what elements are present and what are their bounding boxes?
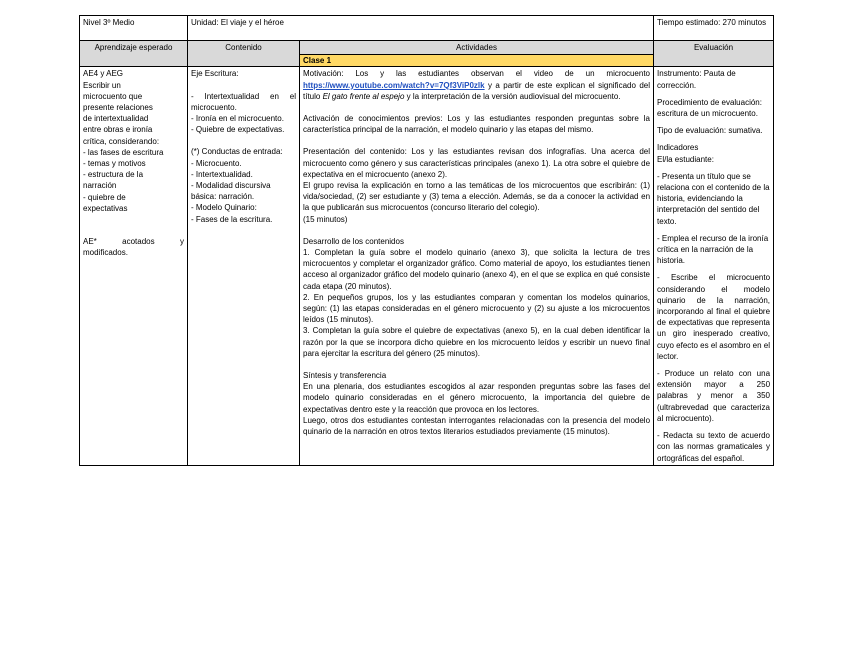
aprendizaje-line: expectativas	[83, 203, 128, 213]
aprendizaje-line: presente relaciones	[83, 103, 153, 113]
header-row	[80, 16, 774, 41]
desarrollo-step-1: 1. Completan la guía sobre el modelo quinario (anexo 3), que solicita la lectura de tres microcuentos y completar el organizador gráfico. Como material de apoyo, los estudiantes tienen acceso al organizador gráfico del modelo quinario (anexo 4), en el que se explica en qué consiste cada etapa (20 minutos).	[303, 248, 651, 291]
contenido-item: - Ironía en el microcuento.	[191, 114, 284, 124]
indicador-4: - Produce un relato con una extensión mayor a 250 palabras y menor a 350 (ultrabrevedad que caracteriza al microcuento).	[657, 369, 771, 423]
col-contenido-header: Contenido	[188, 41, 300, 67]
conducta-item: - Modelo Quinario:	[191, 203, 257, 213]
grupo-paragraph: El grupo revisa la explicación en torno a las temáticas de los microcuentos que escribirán: (1) vida/sociedad, (2) ser estudiante y (3) tema a elección. Además, se da a conocer la actividad en la que publicarán sus microcuentos (concurso literario del colegio).	[303, 181, 651, 213]
procedimiento-text: Procedimiento de evaluación: escritura de un microcuento.	[657, 97, 762, 119]
col-aprendizaje-header: Aprendizaje esperado	[80, 41, 188, 67]
conducta-item: - Microcuento.	[191, 158, 242, 168]
column-header-row	[80, 41, 774, 55]
indicadores-title: Indicadores	[657, 143, 699, 153]
activacion-paragraph: Activación de conocimientos previos: Los y las estudiantes responden preguntas sobre la característica principal de la narración, el modelo quinario y las etapas del mismo.	[303, 114, 651, 135]
motivacion-text-a: Motivación: Los y las estudiantes observan el video de un microcuento	[303, 69, 651, 79]
aprendizaje-line: - temas y motivos	[83, 159, 146, 169]
motivacion-text-b: y a partir de este explican el significado del título	[303, 80, 651, 101]
actividades-cell	[300, 67, 654, 465]
aprendizaje-line: narración	[83, 181, 117, 191]
instrumento-text: Instrumento: Pauta de corrección.	[657, 69, 736, 90]
aprendizaje-cell	[80, 67, 188, 465]
motivacion-text-c: y la interpretación de la versión audiovisual del microcuento.	[404, 91, 621, 101]
tipo-text: Tipo de evaluación: sumativa.	[657, 126, 763, 136]
indicador-1: - Presenta un título que se relaciona con el contenido de la historia, evidenciando la interpretación del sentido del texto.	[657, 171, 770, 226]
aprendizaje-line: Escribir un	[83, 80, 121, 90]
ae-note: AE* acotados y modificados.	[83, 237, 184, 258]
evaluacion-cell	[654, 67, 774, 465]
motivacion-paragraph	[303, 68, 650, 102]
col-actividades-header: Actividades	[300, 41, 654, 55]
tiempo-cell: Tiempo estimado: 270 minutos	[654, 16, 774, 41]
clase-label: Clase 1	[300, 55, 654, 67]
aprendizaje-line: crítica, considerando:	[83, 136, 160, 146]
aprendizaje-line: entre obras e ironía	[83, 125, 153, 135]
nivel-cell: Nivel 3º Medio	[80, 16, 188, 41]
conducta-item: - Fases de la escritura.	[191, 214, 273, 224]
indicadores-subtitle: El/la estudiante:	[657, 154, 714, 164]
desarrollo-step-3: 3. Completan la guía sobre el quiebre de expectativas (anexo 5), en la cual deben identificar la razón por la que se incorpora dicho quiebre en los microcuento leídos y escribir un nuevo final para ejercitar la escritura del género (25 minutos).	[303, 326, 651, 358]
indicador-2: - Emplea el recurso de la ironía crítica en la narración de la historia.	[657, 233, 769, 266]
conducta-item: - Intertextualidad.	[191, 169, 253, 179]
conducta-item: - Modalidad discursiva básica: narración.	[191, 181, 271, 202]
planning-table	[79, 15, 774, 466]
aprendizaje-line: - estructura de la	[83, 170, 144, 180]
indicador-5: - Redacta su texto de acuerdo con las normas gramaticales y ortográficas del español.	[657, 431, 771, 463]
content-row	[80, 67, 774, 465]
contenido-item: - Quiebre de expectativas.	[191, 125, 285, 135]
presentacion-paragraph: Presentación del contenido: Los y las estudiantes revisan dos infografías. Una acerca del microcuento como género y sus características principales (anexo 1). La otra sobre el quiebre de expectativa en el microcuento (anexo 2).	[303, 147, 651, 179]
desarrollo-title: Desarrollo de los contenidos	[303, 236, 404, 246]
sintesis-title: Síntesis y transferencia	[303, 371, 387, 381]
video-link[interactable]: https://www.youtube.com/watch?v=7Qf3ViP0zlk	[303, 80, 485, 90]
sintesis-paragraph-1: En una plenaria, dos estudiantes escogidos al azar responden preguntas sobre las fases del modelo quinario consideradas en el género microcuento, la importancia del quiebre de expectativas dentro este y la reacción que provoca en los lectores.	[303, 382, 651, 414]
aprendizaje-line: - quiebre de	[83, 192, 126, 202]
aprendizaje-line: - las fases de escritura	[83, 147, 164, 157]
conductas-title: (*) Conductas de entrada:	[191, 147, 283, 157]
unidad-cell: Unidad: El viaje y el héroe	[188, 16, 654, 41]
aprendizaje-line: microcuento que	[83, 91, 143, 101]
contenido-cell	[188, 67, 300, 465]
aprendizaje-line: AE4 y AEG	[83, 69, 124, 79]
eje-label: Eje Escritura:	[191, 69, 239, 79]
aprendizaje-line: de intertextualidad	[83, 114, 149, 124]
contenido-item: - Intertextualidad en el microcuento.	[191, 91, 296, 112]
desarrollo-step-2: 2. En pequeños grupos, los y las estudiantes comparan y comentan los modelos quinarios, según: (1) las etapas consideradas en el género microcuento y (2) su ajuste a los microcuentos leídos (15 minutos).	[303, 292, 651, 325]
motivacion-title: El gato frente al espejo	[322, 91, 405, 101]
sintesis-paragraph-2: Luego, otros dos estudiantes contestan interrogantes relacionadas con la presencia del modelo quinario de la narración en otros textos literarios estudiados previamente (15 minutos).	[303, 415, 651, 437]
indicador-3: - Escribe el microcuento considerando el modelo quinario de la narración, incorporando al final el quiebre de expectativas que representa un giro inesperado creativo, cuyo efecto es el asombro en el lector.	[657, 273, 771, 361]
grupo-time: (15 minutos)	[303, 214, 348, 224]
col-evaluacion-header: Evaluación	[654, 41, 774, 67]
